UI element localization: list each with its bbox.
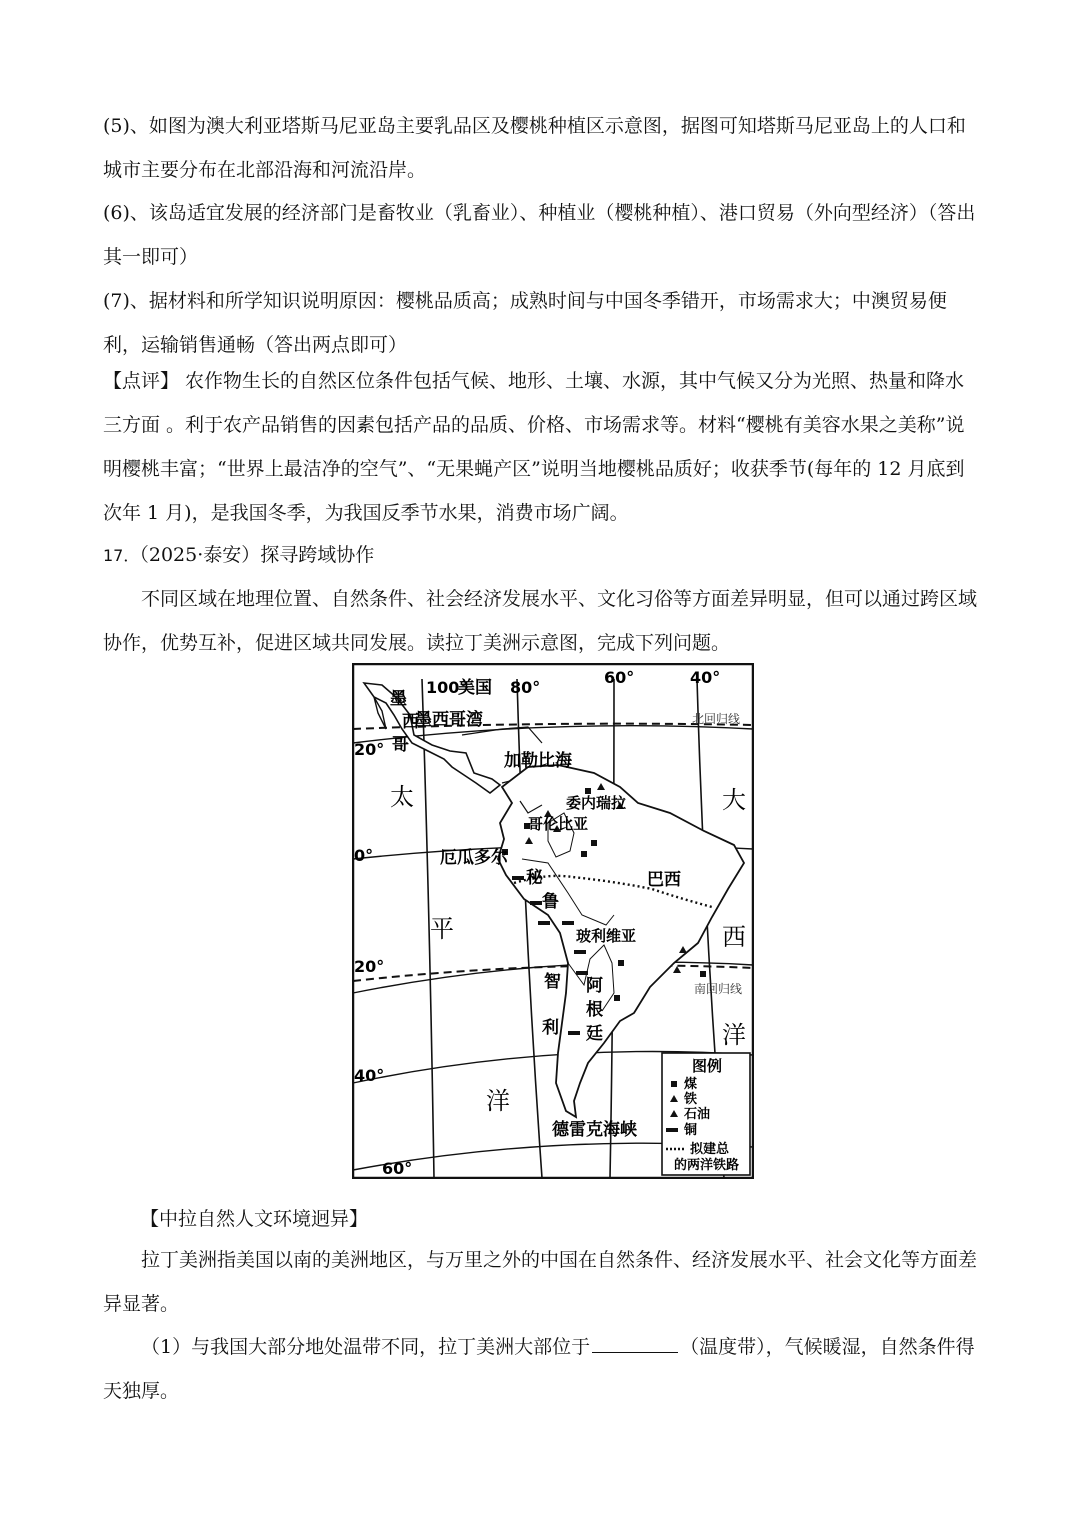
tropic-of-cancer-label: 北回归线: [692, 712, 741, 726]
label-bolivia: 玻利维亚: [576, 927, 637, 945]
label-usa: 美国: [458, 678, 492, 698]
question-1-text-before: （1）与我国大部分地处温带不同，拉丁美洲大部位于: [141, 1336, 591, 1358]
label-argentina-1: 阿: [586, 976, 603, 996]
answer-blank[interactable]: [592, 1332, 678, 1353]
copper-symbol: [576, 971, 588, 975]
label-colombia: 哥伦比亚: [528, 815, 589, 833]
longitude-label: 80°: [510, 678, 541, 697]
label-peru-2: 鲁: [542, 892, 559, 912]
legend-railway-2: 的两洋铁路: [674, 1158, 740, 1173]
question-source: （2025·泰安）: [139, 544, 261, 566]
label-pacific-2: 平: [430, 915, 454, 943]
copper-symbol: [562, 921, 574, 925]
latitude-label: 0°: [354, 846, 374, 865]
label-drake-passage: 德雷克海峡: [552, 1120, 637, 1140]
copper-symbol: [512, 876, 524, 880]
section-title: 【中拉自然人文环境迥异】: [140, 1208, 369, 1230]
coal-symbol: [614, 995, 620, 1001]
copper-symbol: [530, 901, 542, 905]
question-number: 17．: [103, 546, 140, 565]
answer-5: (5)、如图为澳大利亚塔斯马尼亚岛主要乳品区及樱桃种植区示意图，据图可知塔斯马尼亚岛上的人口和城市主要分布在北部沿海和河流沿岸。: [103, 115, 966, 181]
label-mexico-3: 哥: [392, 735, 409, 755]
longitude-label: 100°: [426, 678, 468, 697]
label-pacific-3: 洋: [486, 1087, 510, 1115]
latitude-label: 20°: [354, 740, 385, 759]
coal-symbol: [591, 840, 597, 846]
label-atlantic-1: 大: [722, 786, 746, 814]
answer-7: (7)、据材料和所学知识说明原因：樱桃品质高；成熟时间与中国冬季错开，市场需求大；中澳贸易便利，运输销售通畅（答出两点即可）: [103, 290, 947, 356]
label-atlantic-3: 洋: [722, 1021, 746, 1049]
label-chile-1: 智: [544, 972, 561, 992]
coal-symbol: [618, 960, 624, 966]
coal-symbol: [581, 851, 587, 857]
label-pacific-1: 太: [390, 783, 414, 811]
copper-symbol: [574, 950, 586, 954]
legend-coal: 煤: [684, 1077, 698, 1092]
section-text: 拉丁美洲指美国以南的美洲地区，与万里之外的中国在自然条件、经济发展水平、社会文化等方面差异显著。: [103, 1249, 978, 1315]
label-venezuela: 委内瑞拉: [566, 794, 627, 812]
legend-coal-symbol: [671, 1081, 677, 1087]
label-caribbean-sea: 加勒比海: [504, 751, 572, 771]
label-peru-1: 秘: [526, 868, 543, 888]
label-ecuador: 厄瓜多尔: [440, 848, 508, 868]
copper-symbol: [538, 921, 550, 925]
tropic-of-capricorn-label: 南回归线: [694, 982, 743, 996]
legend-copper: 铜: [684, 1123, 698, 1138]
answer-6: (6)、该岛适宜发展的经济部门是畜牧业（乳畜业）、种植业（樱桃种植）、港口贸易（外向型经济）（答出其一即可）: [103, 202, 976, 268]
coal-symbol: [700, 971, 706, 977]
latitude-label: 20°: [354, 957, 385, 976]
label-argentina-2: 根: [586, 1000, 603, 1020]
legend-oil: 石油: [684, 1107, 711, 1122]
legend-copper-symbol: [666, 1128, 678, 1132]
copper-symbol: [568, 1031, 580, 1035]
map-legend: [662, 1053, 750, 1175]
label-argentina-3: 廷: [586, 1024, 603, 1044]
longitude-label: 40°: [690, 668, 721, 687]
label-atlantic-2: 西: [722, 923, 746, 951]
longitude-label: 60°: [604, 668, 635, 687]
review-paragraph: 【点评】 农作物生长的自然区位条件包括气候、地形、土壤、水源，其中气候又分为光照、热量和降水三方面 。利于农产品销售的因素包括产品的品质、价格、市场需求等。材料“樱桃有美容水果之美称”说明樱桃丰富；“世界上最洁净的空气”、“无果蝇产区”说明当地樱桃品质好；收获季节(每年的 12 月底到次年 1 月)，是我国冬季，为我国反季节水果，消费市场广阔。: [103, 370, 965, 524]
question-1-text-after: （温度带），气候暖湿，自然条件得天独厚。: [103, 1336, 975, 1402]
legend-iron: 铁: [684, 1092, 698, 1107]
question-intro: 不同区域在地理位置、自然条件、社会经济发展水平、文化习俗等方面差异明显，但可以通过跨区域协作，优势互补，促进区域共同发展。读拉丁美洲示意图，完成下列问题。: [103, 588, 978, 654]
latitude-label: 60°: [382, 1159, 413, 1178]
label-chile-2: 利: [542, 1018, 559, 1038]
question-1: [103, 1325, 978, 1413]
legend-title: 图例: [692, 1057, 723, 1075]
label-mexico-2: 西: [402, 712, 419, 732]
label-gulf-of-mexico: 墨西哥湾: [415, 710, 483, 730]
latitude-label: 40°: [354, 1066, 385, 1085]
question-title: 探寻跨域协作: [260, 544, 375, 566]
label-mexico-1: 墨: [390, 689, 407, 709]
legend-railway-1: 拟建总: [690, 1142, 730, 1157]
latin-america-map: [352, 663, 754, 1179]
label-brazil: 巴西: [647, 870, 681, 890]
question-17-heading: [103, 533, 978, 578]
